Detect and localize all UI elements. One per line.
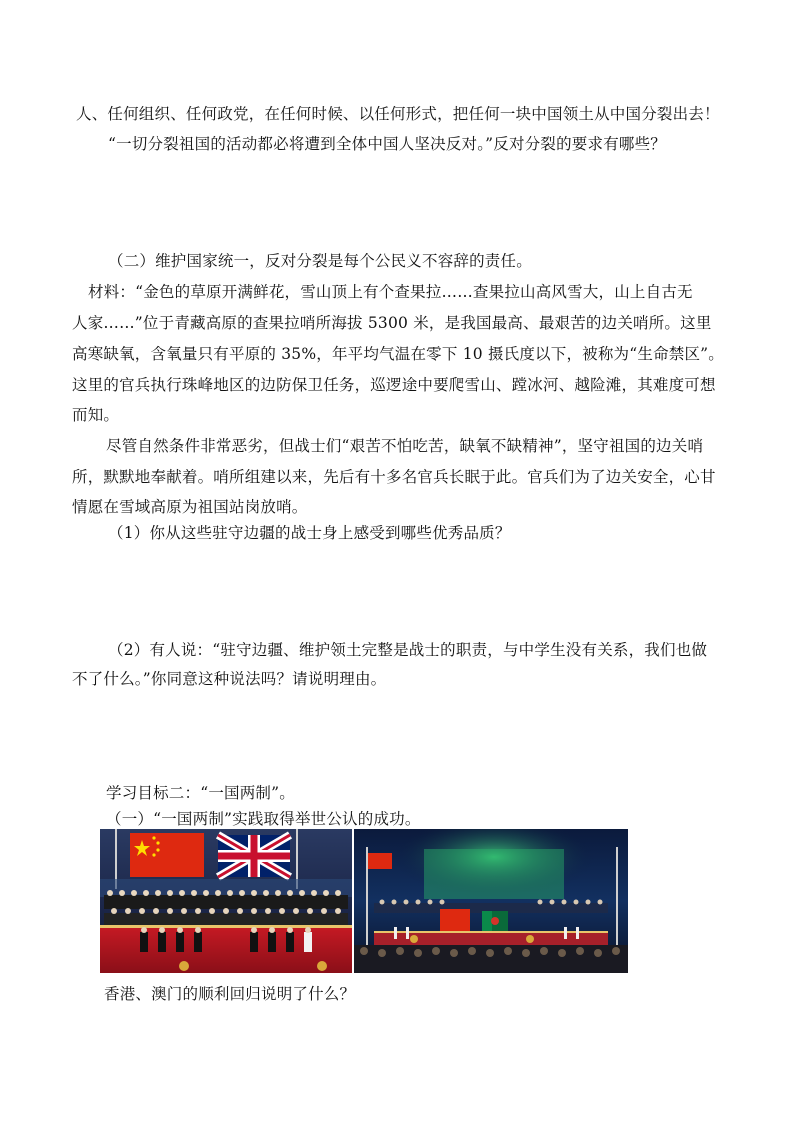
question-2-line-1: （2）有人说：“驻守边疆、维护领土完整是战士的职责，与中学生没有关系，我们也做 (108, 641, 708, 659)
photo-hong-kong-handover (100, 829, 352, 973)
section-heading-2: （二）维护国家统一，反对分裂是每个公民义不容辞的责任。 (108, 252, 532, 270)
question-handover: 香港、澳门的顺利回归说明了什么？ (104, 985, 356, 1003)
text-line-2: “一切分裂祖国的活动都必将遭到全体中国人坚决反对。”反对分裂的要求有哪些？ (108, 135, 667, 153)
photo-macau-handover (354, 829, 628, 973)
learning-goal-2: 学习目标二：“一国两制”。 (106, 784, 295, 802)
material-line-3: 高寒缺氧，含氧量只有平原的 35%，年平均气温在零下 10 摄氏度以下，被称为“生命禁区”。 (72, 345, 725, 363)
material-line-6: 尽管自然条件非常恶劣，但战士们“艰苦不怕吃苦，缺氧不缺精神”，坚守祖国的边关哨 (106, 437, 704, 455)
question-2-line-2: 不了什么。”你同意这种说法吗？请说明理由。 (72, 670, 387, 688)
hong-kong-handover-image (100, 829, 352, 973)
material-line-4: 这里的官兵执行珠峰地区的边防保卫任务，巡逻途中要爬雪山、蹚冰河、越险滩，其难度可想 (72, 376, 716, 394)
text-line-1: 人、任何组织、任何政党，在任何时候、以任何形式，把任何一块中国领土从中国分裂出去！ (76, 105, 720, 123)
material-line-2: 人家……”位于青藏高原的查果拉哨所海拔 5300 米，是我国最高、最艰苦的边关哨所。这里 (72, 314, 712, 332)
section-heading-one-country: （一）“一国两制”实践取得举世公认的成功。 (106, 810, 421, 828)
material-line-1: 材料：“金色的草原开满鲜花，雪山顶上有个查果拉……查果拉山高风雪大，山上自古无 (88, 283, 693, 301)
macau-handover-image (354, 829, 628, 973)
material-line-8: 情愿在雪域高原为祖国站岗放哨。 (72, 498, 308, 516)
material-line-5: 而知。 (72, 406, 120, 424)
material-line-7: 所，默默地奉献着。哨所组建以来，先后有十多名官兵长眠于此。官兵们为了边关安全，心甘 (72, 468, 716, 486)
question-1: （1）你从这些驻守边疆的战士身上感受到哪些优秀品质？ (108, 524, 511, 542)
